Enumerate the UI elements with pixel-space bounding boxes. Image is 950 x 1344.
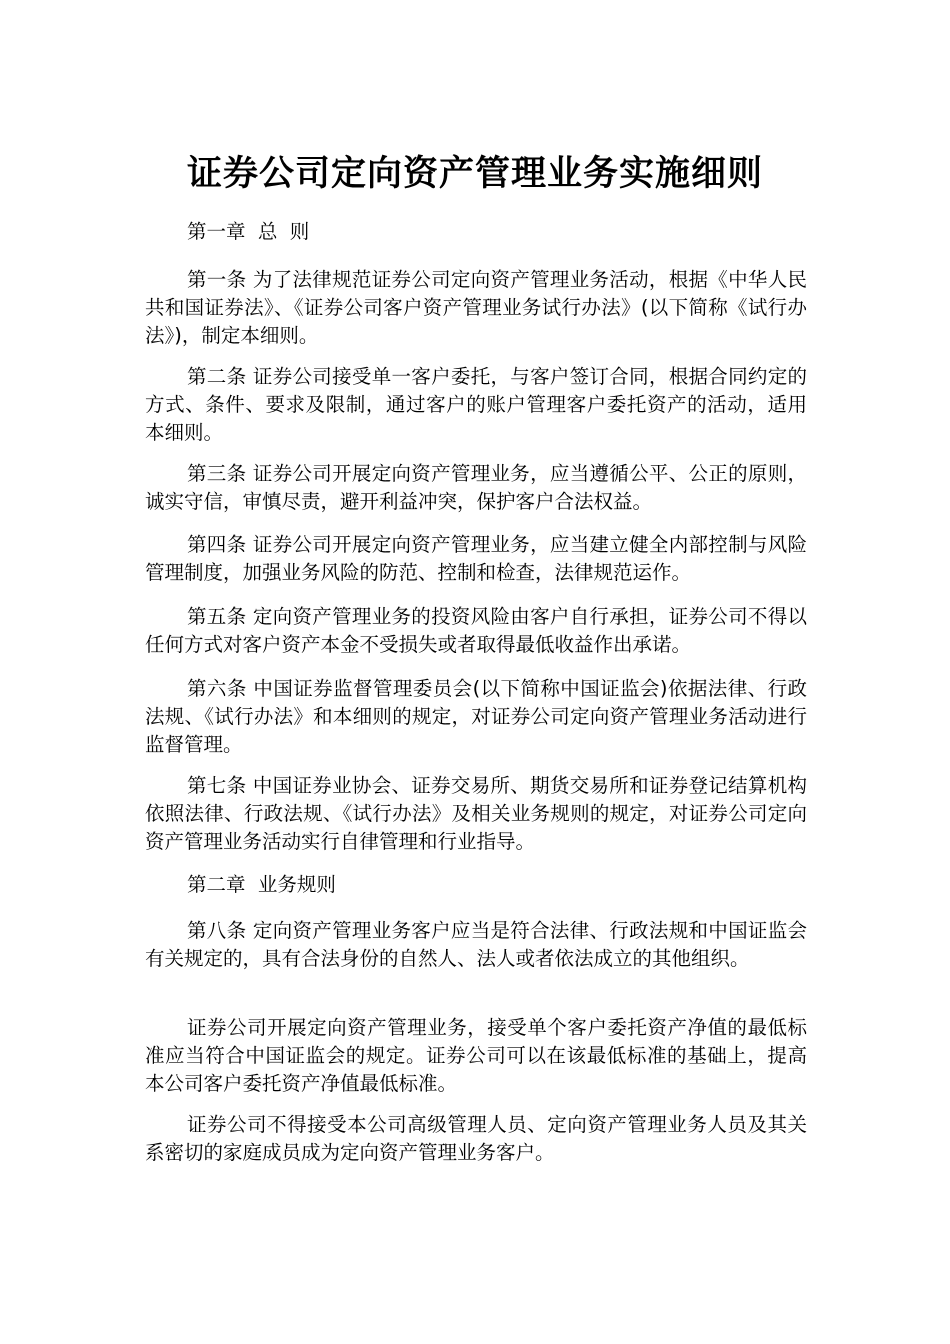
- article-8-paragraph-2: 证券公司开展定向资产管理业务，接受单个客户委托资产净值的最低标准应当符合中国证监会的规定。证券公司可以在该最低标准的基础上，提高本公司客户委托资产净值最低标准。: [145, 1016, 807, 1095]
- document-title: 证券公司定向资产管理业务实施细则: [186, 154, 763, 194]
- article-4: 第四条 证券公司开展定向资产管理业务，应当建立健全内部控制与风险管理制度，加强业务风险的防范、控制和检查，法律规范运作。: [145, 533, 807, 584]
- chapter-2-heading: 第二章 业务规则: [187, 873, 336, 896]
- article-6: 第六条 中国证券监督管理委员会(以下简称中国证监会)依据法律、行政法规、《试行办法》和本细则的规定，对证券公司定向资产管理业务活动进行监督管理。: [145, 677, 807, 756]
- article-8: 第八条 定向资产管理业务客户应当是符合法律、行政法规和中国证监会有关规定的，具有合法身份的自然人、法人或者依法成立的其他组织。: [145, 919, 807, 970]
- chapter-1-heading: 第一章 总 则: [187, 220, 310, 243]
- article-2: 第二条 证券公司接受单一客户委托，与客户签订合同，根据合同约定的方式、条件、要求及限制，通过客户的账户管理客户委托资产的活动，适用本细则。: [145, 365, 807, 444]
- article-8-paragraph-3: 证券公司不得接受本公司高级管理人员、定向资产管理业务人员及其关系密切的家庭成员成为定向资产管理业务客户。: [145, 1113, 807, 1164]
- article-3: 第三条 证券公司开展定向资产管理业务，应当遵循公平、公正的原则，诚实守信，审慎尽责，避开利益冲突，保护客户合法权益。: [145, 462, 807, 513]
- article-5: 第五条 定向资产管理业务的投资风险由客户自行承担，证券公司不得以任何方式对客户资产本金不受损失或者取得最低收益作出承诺。: [145, 605, 807, 656]
- article-1: 第一条 为了法律规范证券公司定向资产管理业务活动，根据《中华人民共和国证券法》、《证券公司客户资产管理业务试行办法》(以下简称《试行办法》)，制定本细则。: [145, 268, 807, 347]
- article-7: 第七条 中国证券业协会、证券交易所、期货交易所和证券登记结算机构依照法律、行政法规、《试行办法》及相关业务规则的规定，对证券公司定向资产管理业务活动实行自律管理和行业指导。: [145, 774, 807, 853]
